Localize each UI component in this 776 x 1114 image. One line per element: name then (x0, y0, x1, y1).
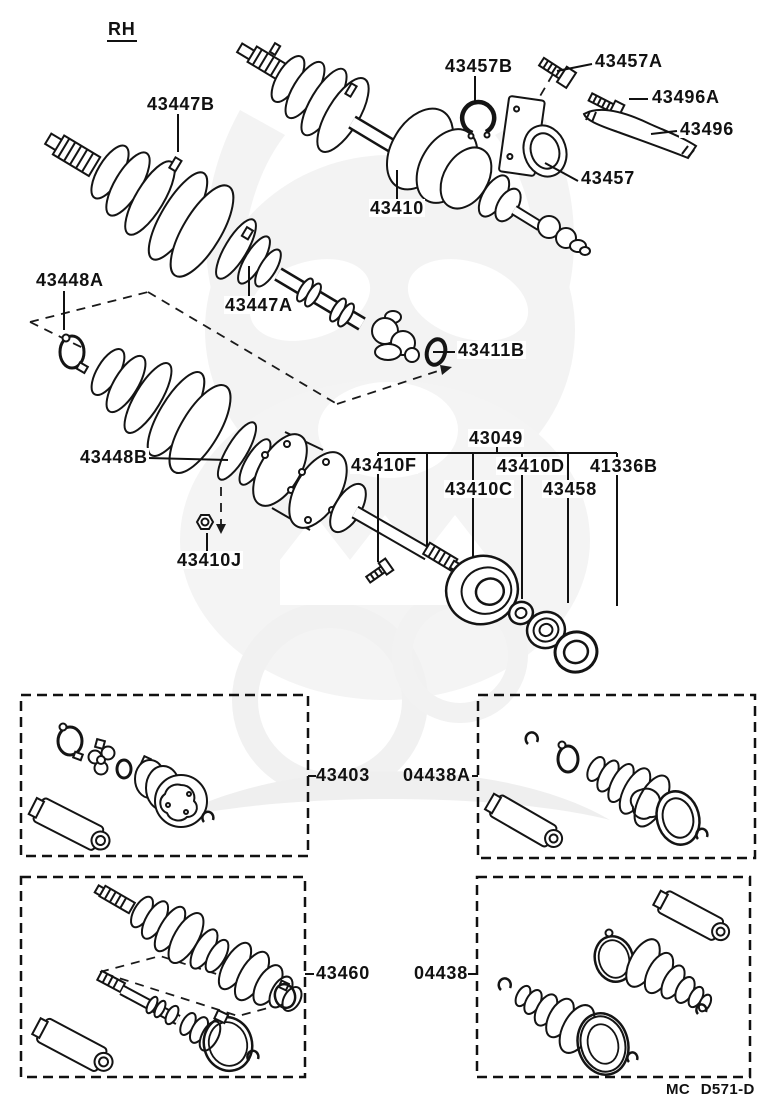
part-label-43448B: 43448B (80, 447, 148, 467)
part-label-43411B: 43411B (458, 340, 525, 360)
part-label-04438A: 04438A (403, 765, 471, 785)
kit-43460-contents-art (30, 883, 305, 1078)
snap-ring-43457B-art (462, 102, 494, 133)
diagram-code: MC D571-D (666, 1081, 755, 1098)
nut-43410J-art (197, 515, 213, 529)
part-label-43410: 43410 (370, 198, 425, 218)
part-label-43410J: 43410J (177, 550, 242, 570)
grease-tube-art (27, 794, 115, 856)
orientation-label: RH (107, 20, 137, 42)
grease-tube-art (30, 1015, 117, 1078)
grease-tube-art (651, 887, 733, 946)
part-label-43457: 43457 (581, 168, 636, 188)
part-label-43458: 43458 (543, 479, 598, 499)
part-label-43457A: 43457A (595, 51, 663, 71)
part-label-43448A: 43448A (36, 270, 104, 290)
part-label-43410D: 43410D (497, 456, 565, 476)
part-label-43447A: 43447A (225, 295, 293, 315)
part-label-41336B: 41336B (590, 456, 658, 476)
kit-43403-contents-art (27, 724, 214, 857)
part-label-43496A: 43496A (652, 87, 720, 107)
part-label-43410F: 43410F (351, 455, 417, 475)
part-label-43410C: 43410C (445, 479, 513, 499)
part-label-43460: 43460 (316, 963, 371, 983)
kit-04438-contents-art (499, 887, 734, 1080)
part-label-43457B: 43457B (445, 56, 513, 76)
part-label-43496: 43496 (680, 119, 735, 139)
part-label-04438: 04438 (414, 963, 469, 983)
part-label-43049: 43049 (469, 428, 524, 448)
bolt-43457A-art (537, 54, 576, 88)
part-label-43403: 43403 (316, 765, 371, 785)
part-label-43447B: 43447B (147, 94, 215, 114)
